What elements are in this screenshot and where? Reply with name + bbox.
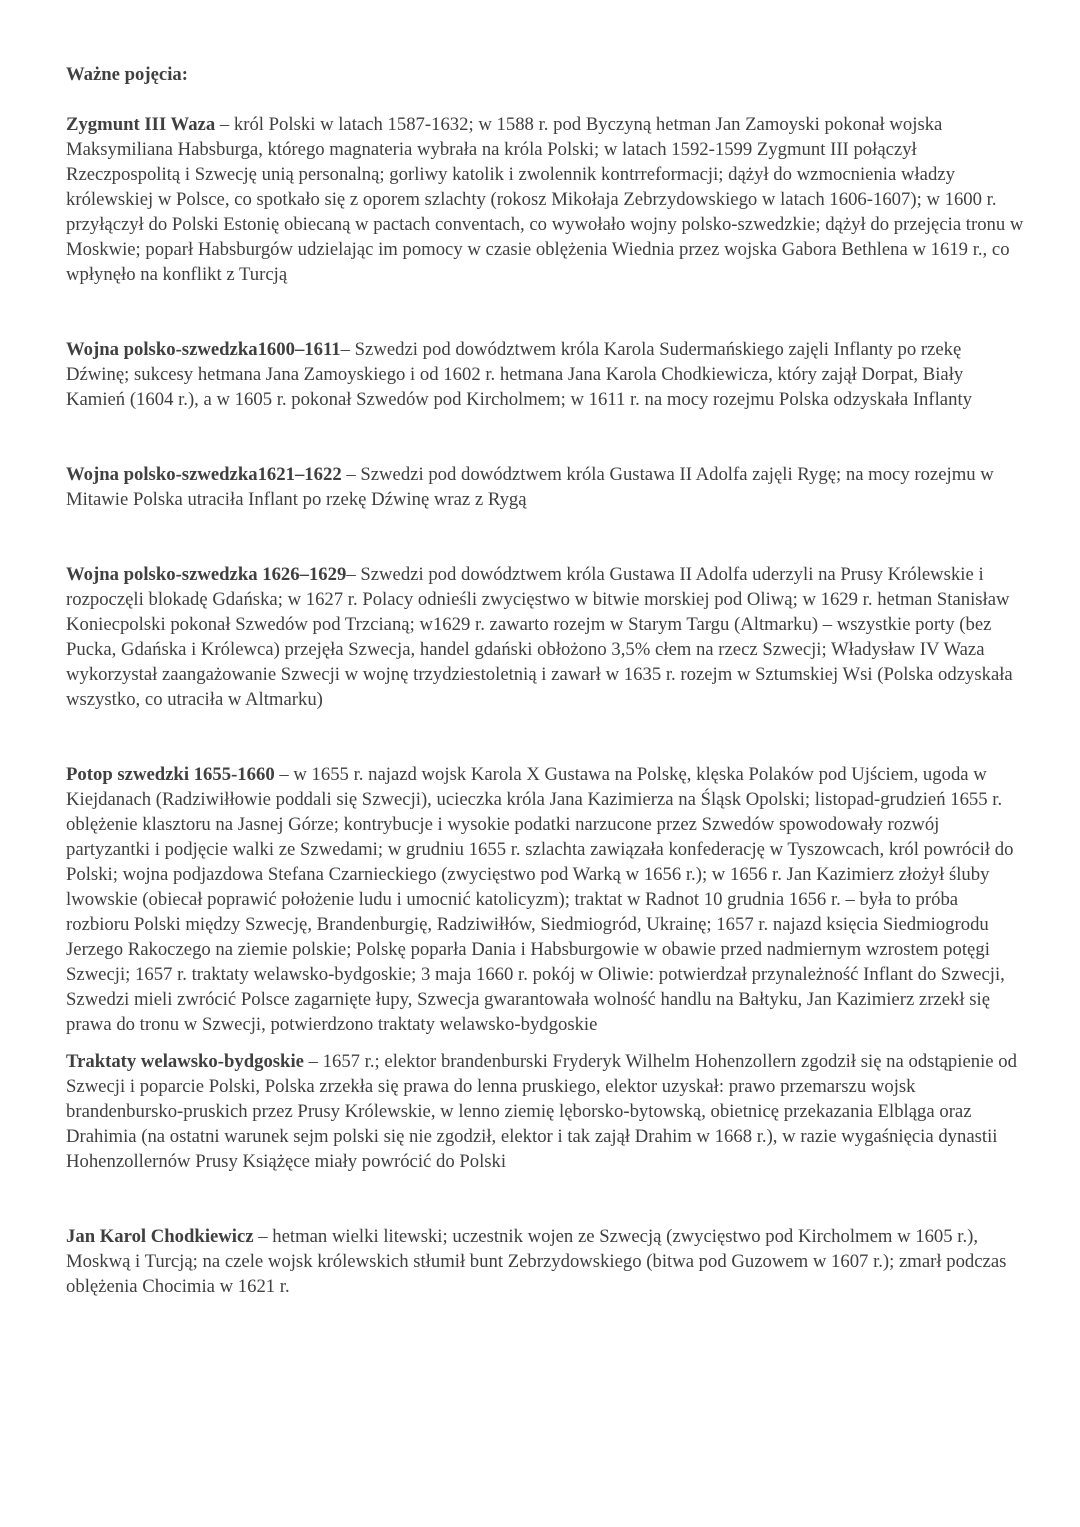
page-heading: Ważne pojęcia: bbox=[66, 64, 188, 85]
entry-term: Wojna polsko-szwedzka1621–1622 bbox=[66, 464, 342, 485]
entry-definition: – w 1655 r. najazd wojsk Karola X Gustawa na Polskę, klęska Polaków pod Ujściem, ugoda w Kiejdanach (Radziwiłłowie poddali się Szwecji), ucieczka króla Jana Kazimierza na Śląsk Opolski; listopad-grudzień 1655 r. oblężenie klasztoru na Jasnej Górze; kontrybucje i wysokie podatki narzucone przez Szwedów spowodowały rozwój partyzantki i podjęcie walki ze Szwedami; w grudniu 1655 r. szlachta zawiązała konfederację w Tyszowcach, król powrócił do Polski; wojna podjazdowa Stefana Czarnieckiego (zwycięstwo pod Warką w 1656 r.); w 1656 r. Jan Kazimierz złożył śluby lwowskie (obiecał poprawić położenie ludu i umocnić katolicyzm); traktat w Radnot 10 grudnia 1656 r. – była to próba rozbioru Polski między Szwecję, Brandenburgię, Radziwiłłów, Siedmiogród, Ukrainę; 1657 r. najazd księcia Siedmiogrodu Jerzego Rakoczego na ziemie polskie; Polskę poparła Dania i Habsburgowie w obawie przed nadmiernym wzrostem potęgi Szwecji; 1657 r. traktaty welawsko-bydgoskie; 3 maja 1660 r. pokój w Oliwie: potwierdzał przynależność Inflant do Szwecji, Szwedzi mieli zwrócić Polsce zagarnięte łupy, Szwecja gwarantowała wolność handlu na Bałtyku, Jan Kazimierz zrzekł się prawa do tronu w Szwecji, potwierdzono traktaty welawsko-bydgoskie bbox=[66, 764, 1014, 1035]
entry-definition: – Szwedzi pod dowództwem króla Gustawa II Adolfa uderzyli na Prusy Królewskie i rozpoczęli blokadę Gdańska; w 1627 r. Polacy odnieśli zwycięstwo w bitwie morskiej pod Oliwą; w 1629 r. hetman Stanisław Koniecpolski pokonał Szwedów pod Trzcianą; w1629 r. zawarto rozejm w Starym Targu (Altmarku) – wszystkie porty (bez Pucka, Gdańska i Królewca) przejęła Szwecja, handel gdański obłożono 3,5% cłem na rzecz Szwecji; Władysław IV Waza wykorzystał zaangażowanie Szwecji w wojnę trzydziestoletnią i zawarł w 1635 r. rozejm w Sztumskiej Wsi (Polska odzyskała wszystko, co utraciła w Altmarku) bbox=[66, 564, 1013, 710]
entry-zygmunt-iii-waza bbox=[66, 112, 1026, 287]
entry-traktaty-welawsko-bydgoskie bbox=[66, 1049, 1026, 1174]
entry-definition: – hetman wielki litewski; uczestnik wojen ze Szwecją (zwycięstwo pod Kircholmem w 1605 r.), Moskwą i Turcją; na czele wojsk królewskich stłumił bunt Zebrzydowskiego (bitwa pod Guzowem w 1607 r.); zmarł podczas oblężenia Chocimia w 1621 r. bbox=[66, 1226, 1007, 1297]
document-page bbox=[66, 62, 1026, 1299]
entry-term: Traktaty welawsko-bydgoskie bbox=[66, 1051, 304, 1072]
entry-definition: – 1657 r.; elektor brandenburski Fryderyk Wilhelm Hohenzollern zgodził się na odstąpienie od Szwecji i poparcie Polski, Polska zrzekła się prawa do lenna pruskiego, elektor uzyskał: prawo przemarszu wojsk brandenbursko-pruskich przez Prusy Królewskie, w lenno ziemię lęborsko-bytowską, obietnicę przekazania Elbląga oraz Drahimia (na ostatni warunek sejm polski się nie zgodził, elektor i tak zajął Drahim w 1668 r.), w razie wygaśnięcia dynastii Hohenzollernów Prusy Książęce miały powrócić do Polski bbox=[66, 1051, 1017, 1172]
entry-term: Wojna polsko-szwedzka1600–1611 bbox=[66, 339, 341, 360]
entry-jan-karol-chodkiewicz bbox=[66, 1224, 1026, 1299]
entry-term: Potop szwedzki 1655-1660 bbox=[66, 764, 275, 785]
entry-definition: – Szwedzi pod dowództwem króla Gustawa II Adolfa zajęli Rygę; na mocy rozejmu w Mitawie Polska utraciła Inflant po rzekę Dźwinę wraz z Rygą bbox=[66, 464, 994, 510]
entry-term: Zygmunt III Waza bbox=[66, 114, 216, 135]
entry-wojna-1600-1611 bbox=[66, 337, 1026, 412]
entry-term: Jan Karol Chodkiewicz bbox=[66, 1226, 254, 1247]
entry-term: Wojna polsko-szwedzka 1626–1629 bbox=[66, 564, 347, 585]
entry-potop-szwedzki bbox=[66, 762, 1026, 1037]
entry-wojna-1626-1629 bbox=[66, 562, 1026, 712]
entry-wojna-1621-1622 bbox=[66, 462, 1026, 512]
entry-definition: – Szwedzi pod dowództwem króla Karola Sudermańskiego zajęli Inflanty po rzekę Dźwinę; sukcesy hetmana Jana Zamoyskiego i od 1602 r. hetmana Jana Karola Chodkiewicza, który zajął Dorpat, Biały Kamień (1604 r.), a w 1605 r. pokonał Szwedów pod Kircholmem; w 1611 r. na mocy rozejmu Polska odzyskała Inflanty bbox=[66, 339, 972, 410]
entry-definition: – król Polski w latach 1587-1632; w 1588 r. pod Byczyną hetman Jan Zamoyski pokonał wojska Maksymiliana Habsburga, którego magnateria wybrała na króla Polski; w latach 1592-1599 Zygmunt III połączył Rzeczpospolitą i Szwecję unią personalną; gorliwy katolik i zwolennik kontrreformacji; dążył do wzmocnienia władzy królewskiej w Polsce, co spotkało się z oporem szlachty (rokosz Mikołaja Zebrzydowskiego w latach 1606-1607); w 1600 r. przyłączył do Polski Estonię obiecaną w pactach conventach, co wywołało wojny polsko-szwedzkie; dążył do przejęcia tronu w Moskwie; poparł Habsburgów udzielając im pomocy w czasie oblężenia Wiednia przez wojska Gabora Bethlena w 1619 r., co wpłynęło na konflikt z Turcją bbox=[66, 114, 1024, 285]
